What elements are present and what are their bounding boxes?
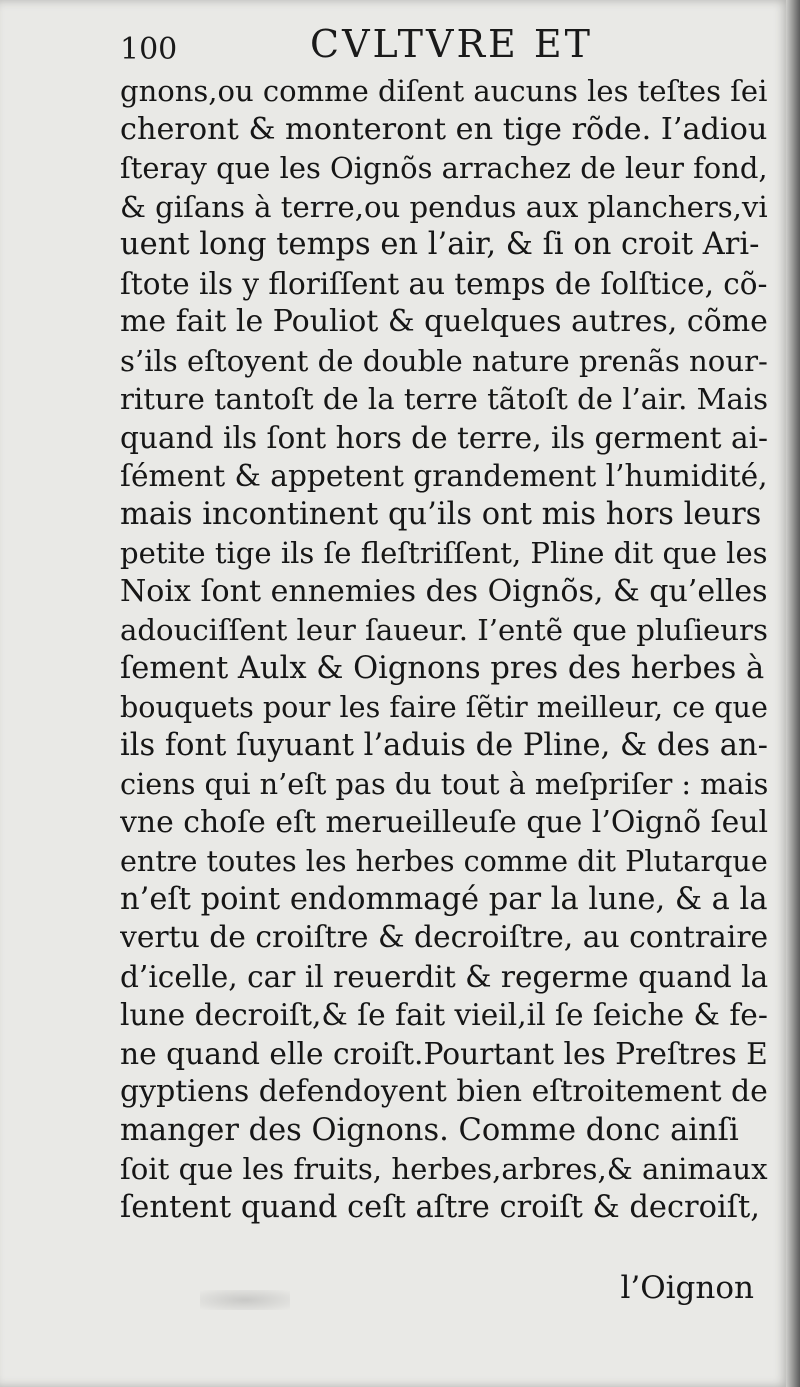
text-line: vne choſe eſt merueilleuſe que l’Oignõ ſeul — [120, 804, 768, 840]
text-line: quand ils ſont hors de terre, ils germent ai- — [120, 420, 768, 455]
text-line: manger des Oignons. Comme donc ainſi — [120, 1112, 739, 1148]
text-line: Noix ſont ennemies des Oignõs, & qu’elles — [120, 573, 768, 609]
text-line: d’icelle, car il reuerdit & regerme quand la — [120, 959, 768, 994]
text-line: n’eſt point endommagé par la lune, & a la — [120, 881, 768, 917]
text-line: bouquets pour les faire ſẽtir meilleur, ce que — [120, 690, 768, 724]
text-line: lune decroiſt,& ſe fait vieil,il ſe ſeiche & fe- — [120, 997, 768, 1032]
text-line: ne quand elle croiſt.Pourtant les Preſtres E — [120, 1035, 768, 1071]
running-title: CVLTVRE ET — [310, 22, 593, 66]
text-line: ſteray que les Oignõs arrachez de leur fond, — [120, 151, 768, 185]
text-line: ſément & appetent grandement l’humidité, — [120, 458, 768, 493]
body-text — [120, 72, 768, 1227]
text-line: ſement Aulx & Oignons pres des herbes à — [120, 650, 765, 686]
page-edge-shadow — [786, 0, 800, 1387]
page-header — [120, 22, 760, 72]
text-line: gnons,ou comme diſent aucuns les teſtes ſei — [120, 74, 768, 108]
text-line: gyptiens defendoyent bien eſtroitement de — [120, 1074, 768, 1109]
text-line: vertu de croiſtre & decroiſtre, au contraire — [120, 920, 768, 955]
text-line: uent long temps en l’air, & ſi on croit Ari- — [120, 227, 760, 262]
text-line: & giſans à terre,ou pendus aux planchers,vi — [120, 189, 768, 224]
text-line: mais incontinent qu’ils ont mis hors leurs — [120, 496, 762, 532]
text-line: ſentent quand ceſt aſtre croiſt & decroiſt, — [120, 1189, 760, 1225]
text-line: cheront & monteront en tige rõde. I’adiou — [120, 111, 768, 147]
text-line: adouciſſent leur ſaueur. I’entẽ que pluſieurs — [120, 613, 768, 647]
text-line: me fait le Pouliot & quelques autres, cõme — [120, 304, 768, 339]
text-line: ſtote ils y floriſſent au temps de ſolſtice, cõ- — [120, 266, 768, 301]
page-number: 100 — [120, 32, 178, 67]
text-line: ciens qui n’eſt pas du tout à meſpriſer : mais — [120, 767, 768, 801]
text-line: entre toutes les herbes comme dit Plutarque — [120, 844, 768, 878]
ink-smudge — [200, 1290, 290, 1310]
text-line: riture tantoſt de la terre tãtoſt de l’air. Mais — [120, 382, 768, 416]
text-line: s’ils eſtoyent de double nature prenãs nour- — [120, 343, 768, 378]
text-line: ſoit que les fruits, herbes,arbres,& animaux — [120, 1152, 768, 1186]
text-line: ils font ſuyuant l’aduis de Pline, & des an- — [120, 727, 768, 763]
text-line: petite tige ils ſe fleſtriſſent, Pline dit que les — [120, 536, 768, 570]
catchword: l’Oignon — [620, 1270, 754, 1306]
